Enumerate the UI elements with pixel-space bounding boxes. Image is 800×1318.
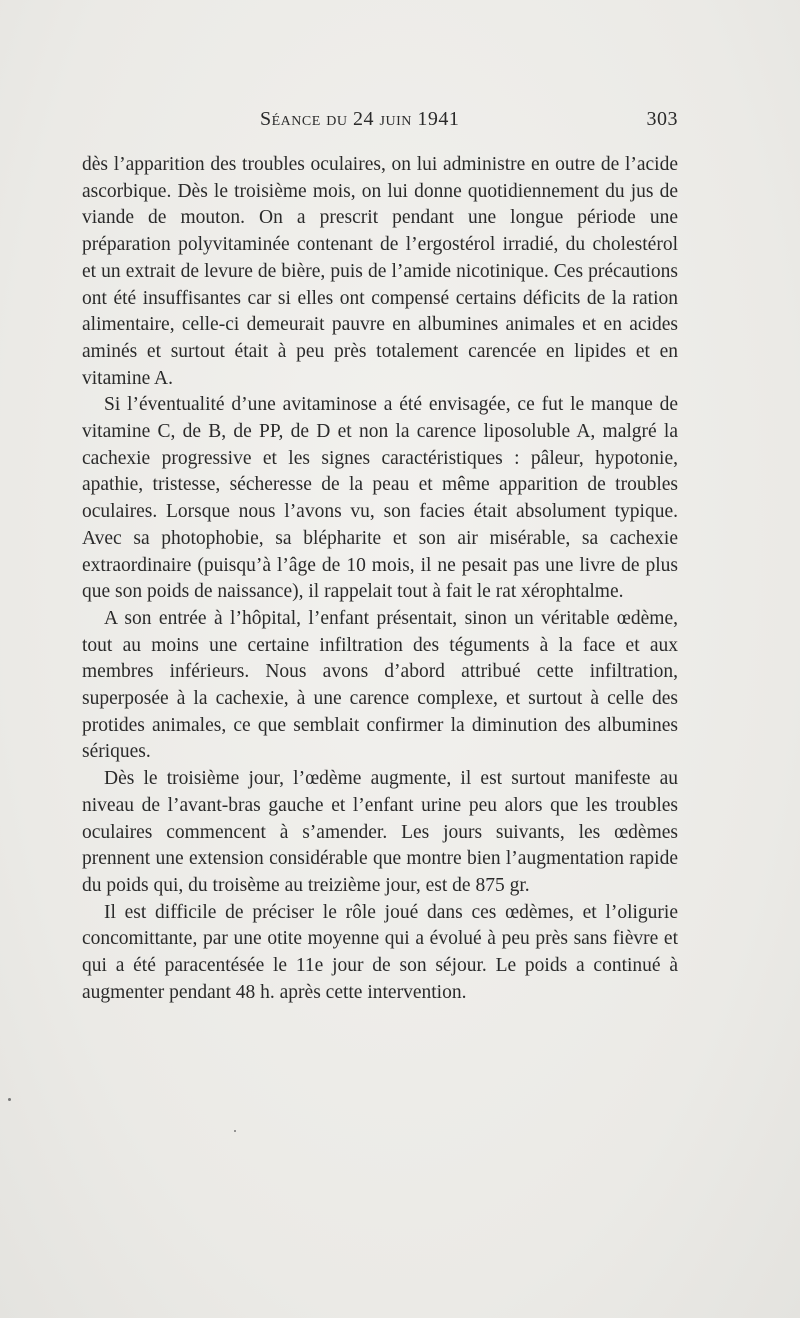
paragraph-2: Si l’éventualité d’une avitaminose a été envisagée, ce fut le manque de vitamine C, de B, de PP, de D et non la carence liposoluble A, malgré la cachexie progressive et les signes caractéristiques : pâleur, hypotonie, apathie, tristesse, sécheresse de la peau et même apparition de troubles oculaires. Lorsque nous l’avons vu, son facies était absolument typique. Avec sa photophobie, sa blépharite et son air misérable, sa cachexie extraordinaire (puisqu’à l’âge de 10 mois, il ne pesait pas une livre de plus que son poids de naissance), il rappelait tout à fait le rat xérophtalme. (82, 394, 678, 603)
running-title: Séance du 24 juin 1941 (260, 108, 460, 130)
body-text (82, 152, 678, 1007)
running-header (82, 108, 678, 140)
paper-speck (8, 1098, 11, 1101)
paragraph-5: Il est difficile de préciser le rôle joué dans ces œdèmes, et l’oligurie concomittante, par une otite moyenne qui a évolué à peu près sans fièvre et qui a été paracentésée le 11e jour de son séjour. Le poids a continué à augmenter pendant 48 h. après cette intervention. (82, 901, 678, 1003)
paragraph-4: Dès le troisième jour, l’œdème augmente, il est surtout manifeste au niveau de l’avant-bras gauche et l’enfant urine peu alors que les troubles oculaires commencent à s’amender. Les jours suivants, les œdèmes prennent une extension considérable que montre bien l’augmentation rapide du poids qui, du troisème au treizième jour, est de 875 gr. (82, 768, 678, 896)
paper-speck (234, 1130, 236, 1132)
paragraph-3: A son entrée à l’hôpital, l’enfant présentait, sinon un véritable œdème, tout au moins une certaine infiltration des téguments à la face et aux membres inférieurs. Nous avons d’abord attribué cette infiltration, superposée à la cachexie, à une carence complexe, et surtout à celle des protides animales, ce que semblait confirmer la diminution des albumines sériques. (82, 607, 678, 763)
paragraph-1: dès l’apparition des troubles oculaires, on lui administre en outre de l’acide ascorbique. Dès le troisième mois, on lui donne quotidiennement du jus de viande de mouton. On a prescrit pendant une longue période une préparation polyvitaminée contenant de l’ergostérol irradié, du cholestérol et un extrait de levure de bière, puis de l’amide nicotinique. Ces précautions ont été insuffisantes car si elles ont compensé certains déficits de la ration alimentaire, celle-ci demeurait pauvre en albumines animales et en acides aminés et surtout était à peu près totalement carencée en lipides et en vitamine A. (82, 154, 678, 389)
page-number: 303 (646, 108, 678, 130)
